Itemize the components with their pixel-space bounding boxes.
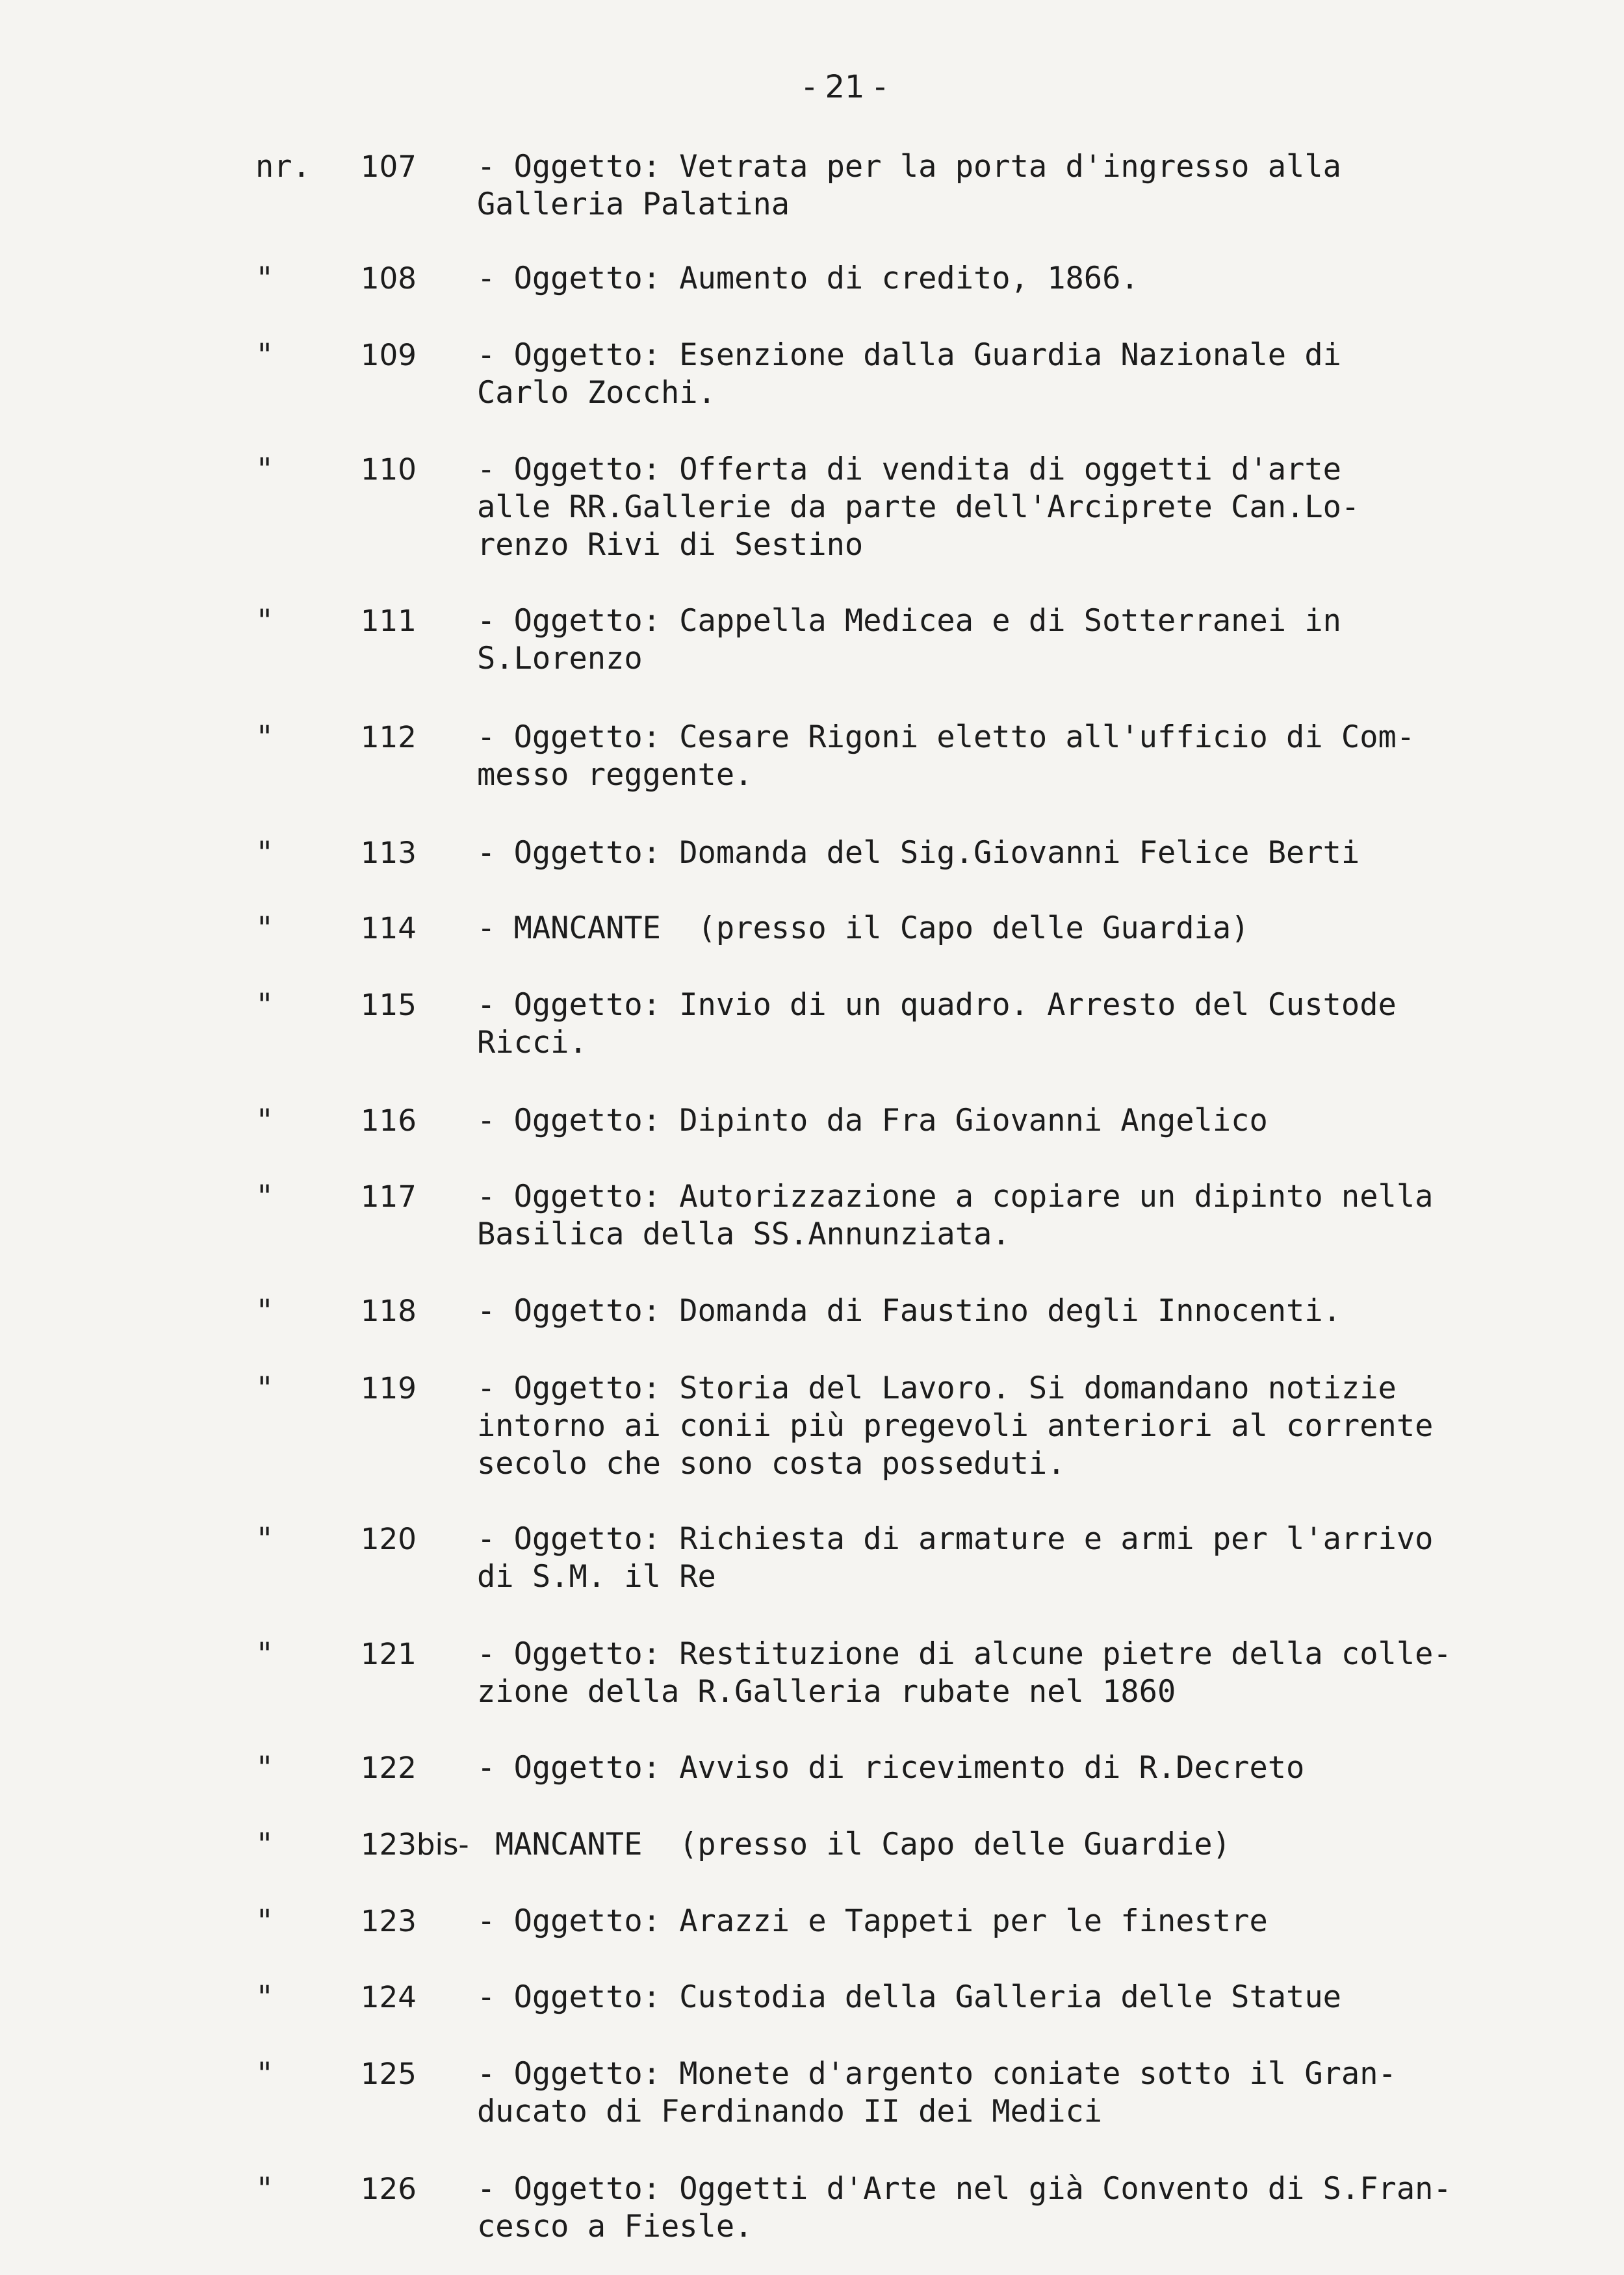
entry-text [477, 1903, 1517, 1940]
entry-number: 123 [361, 1904, 417, 1938]
entry-text [477, 2055, 1517, 2131]
entry-text [477, 2170, 1517, 2246]
entry-line: Basilica della SS.Annunziata. [477, 1216, 1011, 1252]
entry-line: - Oggetto: Restituzione di alcune pietre della colle- [477, 1636, 1452, 1672]
entry-text [477, 1178, 1517, 1253]
entry-prefix: " [255, 1179, 274, 1215]
entry-line: MANCANTE (presso il Capo delle Guardie) [495, 1827, 1231, 1862]
entry-text [477, 1749, 1517, 1787]
entry-line: secolo che sono costa posseduti. [477, 1446, 1066, 1482]
entry-number: 111 [361, 604, 417, 638]
entry-text [477, 337, 1517, 412]
entry-text [477, 602, 1517, 678]
entry-number: 112 [361, 720, 417, 754]
entry-line: cesco a Fiesle. [477, 2209, 753, 2244]
entry-line: - Oggetto: Richiesta di armature e armi per l'arrivo [477, 1521, 1434, 1557]
entry-prefix: " [255, 261, 274, 296]
entry-number: 115 [361, 988, 417, 1022]
entry-prefix: " [255, 835, 274, 871]
entry-line: - Oggetto: Domanda del Sig.Giovanni Felice Berti [477, 835, 1360, 871]
entry-line: - Oggetto: Autorizzazione a copiare un dipinto nella [477, 1179, 1434, 1215]
entry-line: - Oggetto: Cappella Medicea e di Sotterranei in [477, 603, 1341, 639]
entry-prefix: " [255, 1370, 274, 1406]
entry-prefix: " [255, 2171, 274, 2207]
entry-line: - Oggetto: Arazzi e Tappeti per le finestre [477, 1903, 1268, 1939]
page-number: - 21 - [803, 69, 886, 105]
entry-prefix: " [255, 1293, 274, 1329]
entry-number: 119 [361, 1371, 417, 1406]
entry-prefix: nr. [255, 149, 311, 185]
entry-prefix: " [255, 452, 274, 487]
entry-number: 120 [361, 1522, 417, 1556]
entry-number: 114 [361, 911, 417, 945]
entry-line: S.Lorenzo [477, 641, 643, 676]
entry-prefix: " [255, 2056, 274, 2092]
entry-number: 125 [361, 2057, 417, 2091]
entry-line: - Oggetto: Aumento di credito, 1866. [477, 261, 1139, 296]
entry-prefix: " [255, 1903, 274, 1939]
entry-number: 117 [361, 1179, 417, 1214]
entry-prefix: " [255, 1750, 274, 1786]
entry-text [477, 719, 1517, 794]
entry-number: 122 [361, 1751, 417, 1785]
entry-prefix: " [255, 1521, 274, 1557]
entry-text [477, 260, 1517, 298]
entry-prefix: " [255, 1827, 274, 1862]
entry-prefix: " [255, 910, 274, 946]
entry-text [477, 834, 1517, 872]
entry-line: Galleria Palatina [477, 186, 790, 222]
entry-line: alle RR.Gallerie da parte dell'Arciprete Can.Lo- [477, 489, 1360, 525]
entry-line: - Oggetto: Domanda di Faustino degli Innocenti. [477, 1293, 1341, 1329]
entry-line: di S.M. il Re [477, 1559, 716, 1595]
entry-line: Ricci. [477, 1025, 587, 1060]
entry-number: 108 [361, 261, 417, 296]
entry-prefix: " [255, 1636, 274, 1672]
entry-prefix: " [255, 1103, 274, 1138]
entry-line: - Oggetto: Oggetti d'Arte nel già Convento di S.Fran- [477, 2171, 1452, 2207]
entry-line: ducato di Ferdinando II dei Medici [477, 2094, 1103, 2129]
entry-line: intorno ai conii più pregevoli anteriori al corrente [477, 1408, 1434, 1444]
entry-text [477, 986, 1517, 1062]
entry-text [477, 1102, 1517, 1140]
entry-number: 116 [361, 1103, 417, 1138]
entry-number: 123bis- [361, 1827, 469, 1862]
entry-text [477, 1826, 1517, 1864]
entry-prefix: " [255, 987, 274, 1023]
entry-line: - Oggetto: Monete d'argento coniate sotto il Gran- [477, 2056, 1397, 2092]
entry-text [477, 1292, 1517, 1330]
entry-line: messo reggente. [477, 757, 753, 793]
entry-line: renzo Rivi di Sestino [477, 527, 864, 563]
entry-number: 118 [361, 1294, 417, 1328]
entry-text [477, 1370, 1517, 1483]
entry-line: - Oggetto: Offerta di vendita di oggetti d'arte [477, 452, 1341, 487]
entry-number: 110 [361, 452, 417, 487]
entry-text [477, 1636, 1517, 1711]
entry-number: 113 [361, 836, 417, 870]
entry-number: 107 [361, 149, 417, 184]
entry-prefix: " [255, 337, 274, 373]
entry-line: - Oggetto: Invio di un quadro. Arresto del Custode [477, 987, 1397, 1023]
entry-text [477, 148, 1517, 224]
entry-line: - Oggetto: Avviso di ricevimento di R.Decreto [477, 1750, 1305, 1786]
entry-line: - Oggetto: Vetrata per la porta d'ingresso alla [477, 149, 1341, 185]
entry-number: 126 [361, 2172, 417, 2206]
entry-text [477, 910, 1517, 947]
entry-text [477, 1521, 1517, 1596]
entry-line: - Oggetto: Esenzione dalla Guardia Nazionale di [477, 337, 1341, 373]
entry-line: - Oggetto: Custodia della Galleria delle Statue [477, 1979, 1341, 2015]
entry-prefix: " [255, 603, 274, 639]
entry-prefix: " [255, 719, 274, 755]
entry-line: zione della R.Galleria rubate nel 1860 [477, 1674, 1176, 1710]
entry-line: - Oggetto: Storia del Lavoro. Si domandano notizie [477, 1370, 1397, 1406]
entry-number: 124 [361, 1980, 417, 2014]
entry-number: 121 [361, 1637, 417, 1671]
entry-line: - MANCANTE (presso il Capo delle Guardia) [477, 910, 1250, 946]
entry-line: - Oggetto: Cesare Rigoni eletto all'ufficio di Com- [477, 719, 1415, 755]
entry-line: - Oggetto: Dipinto da Fra Giovanni Angelico [477, 1103, 1268, 1138]
entry-prefix: " [255, 1979, 274, 2015]
entry-text [477, 1979, 1517, 2016]
entry-number: 109 [361, 338, 417, 372]
entry-text [477, 451, 1517, 564]
entry-line: Carlo Zocchi. [477, 375, 716, 411]
